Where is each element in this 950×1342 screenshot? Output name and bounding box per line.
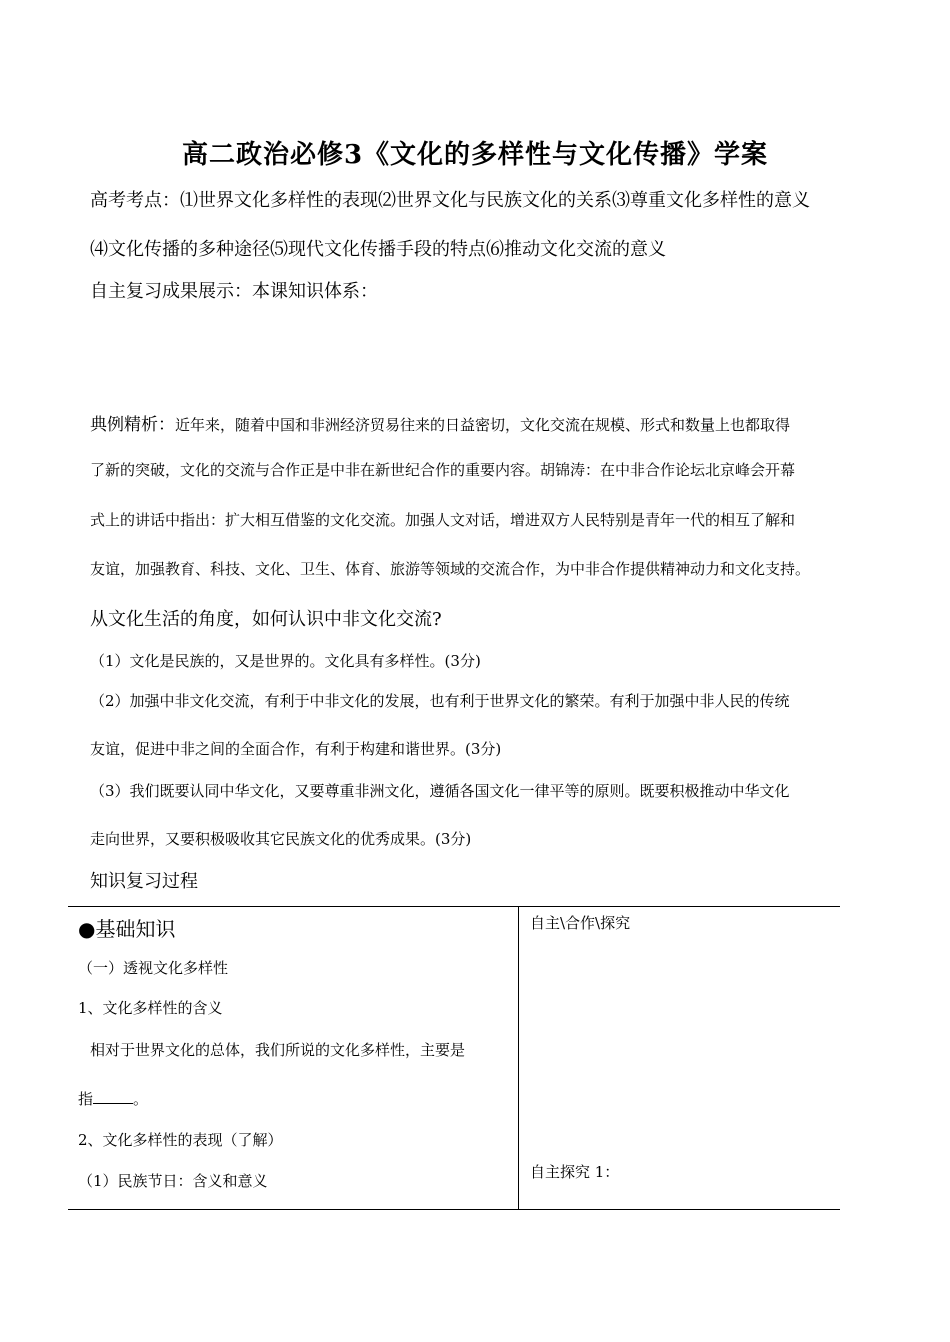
example-line4: 友谊，加强教育、科技、文化、卫生、体育、旅游等领域的交流合作，为中非合作提供精神动力和文化支持。 bbox=[90, 560, 811, 578]
self-review-heading: 自主复习成果展示：本课知识体系： bbox=[90, 281, 378, 302]
process-heading: 知识复习过程 bbox=[90, 871, 198, 892]
question: 从文化生活的角度，如何认识中非文化交流? bbox=[90, 609, 442, 630]
answer-2-line2: 友谊，促进中非之间的全面合作，有利于构建和谐世界。(3分) bbox=[90, 740, 502, 758]
answer-3-line2: 走向世界，又要积极吸收其它民族文化的优秀成果。(3分) bbox=[90, 830, 472, 848]
item-2-heading: 2、文化多样性的表现（了解） bbox=[78, 1131, 283, 1149]
answer-1: （1）文化是民族的，又是世界的。文化具有多样性。(3分) bbox=[90, 652, 481, 670]
answer-3-line1: （3）我们既要认同中华文化，又要尊重非洲文化，遵循各国文化一律平等的原则。既要积极推动中华文化 bbox=[90, 782, 790, 800]
example-line2: 了新的突破，文化的交流与合作正是中非在新世纪合作的重要内容。胡锦涛：在中非合作论坛北京峰会开幕 bbox=[90, 461, 796, 479]
item-1-fill-suffix: 。 bbox=[133, 1090, 149, 1108]
item-1-fill-line bbox=[78, 1088, 148, 1109]
item-1-heading: 1、文化多样性的含义 bbox=[78, 999, 223, 1017]
item-1-text: 相对于世界文化的总体，我们所说的文化多样性，主要是 bbox=[90, 1041, 466, 1059]
example-line1 bbox=[90, 410, 790, 435]
example-text-1: 近年来，随着中国和非洲经济贸易往来的日益密切，文化交流在规模、形式和数量上也都取得 bbox=[175, 416, 791, 434]
basic-knowledge-heading: ●基础知识 bbox=[78, 917, 176, 941]
exam-points-line2: ⑷文化传播的多种途径⑸现代文化传播手段的特点⑹推动文化交流的意义 bbox=[90, 239, 666, 260]
exam-points-line1: 高考考点：⑴世界文化多样性的表现⑵世界文化与民族文化的关系⑶尊重文化多样性的意义 bbox=[90, 190, 810, 211]
fill-blank[interactable] bbox=[93, 1089, 133, 1104]
self-explore-1: 自主探究 1： bbox=[530, 1163, 620, 1181]
example-label: 典例精析： bbox=[90, 415, 175, 435]
page-title: 高二政治必修3《文化的多样性与文化传播》学案 bbox=[181, 140, 769, 170]
explore-header: 自主\合作\探究 bbox=[530, 914, 631, 932]
item-1-fill-prefix: 指 bbox=[78, 1090, 94, 1108]
knowledge-table bbox=[68, 906, 840, 1210]
section-1-heading: （一）透视文化多样性 bbox=[78, 959, 229, 977]
item-2-sub-1: （1）民族节日：含义和意义 bbox=[78, 1172, 268, 1190]
answer-2-line1: （2）加强中非文化交流，有利于中非文化的发展，也有利于世界文化的繁荣。有利于加强中非人民的传统 bbox=[90, 692, 790, 710]
example-line3: 式上的讲话中指出：扩大相互借鉴的文化交流。加强人文对话，增进双方人民特别是青年一代的相互了解和 bbox=[90, 511, 796, 529]
table-divider bbox=[518, 907, 519, 1209]
